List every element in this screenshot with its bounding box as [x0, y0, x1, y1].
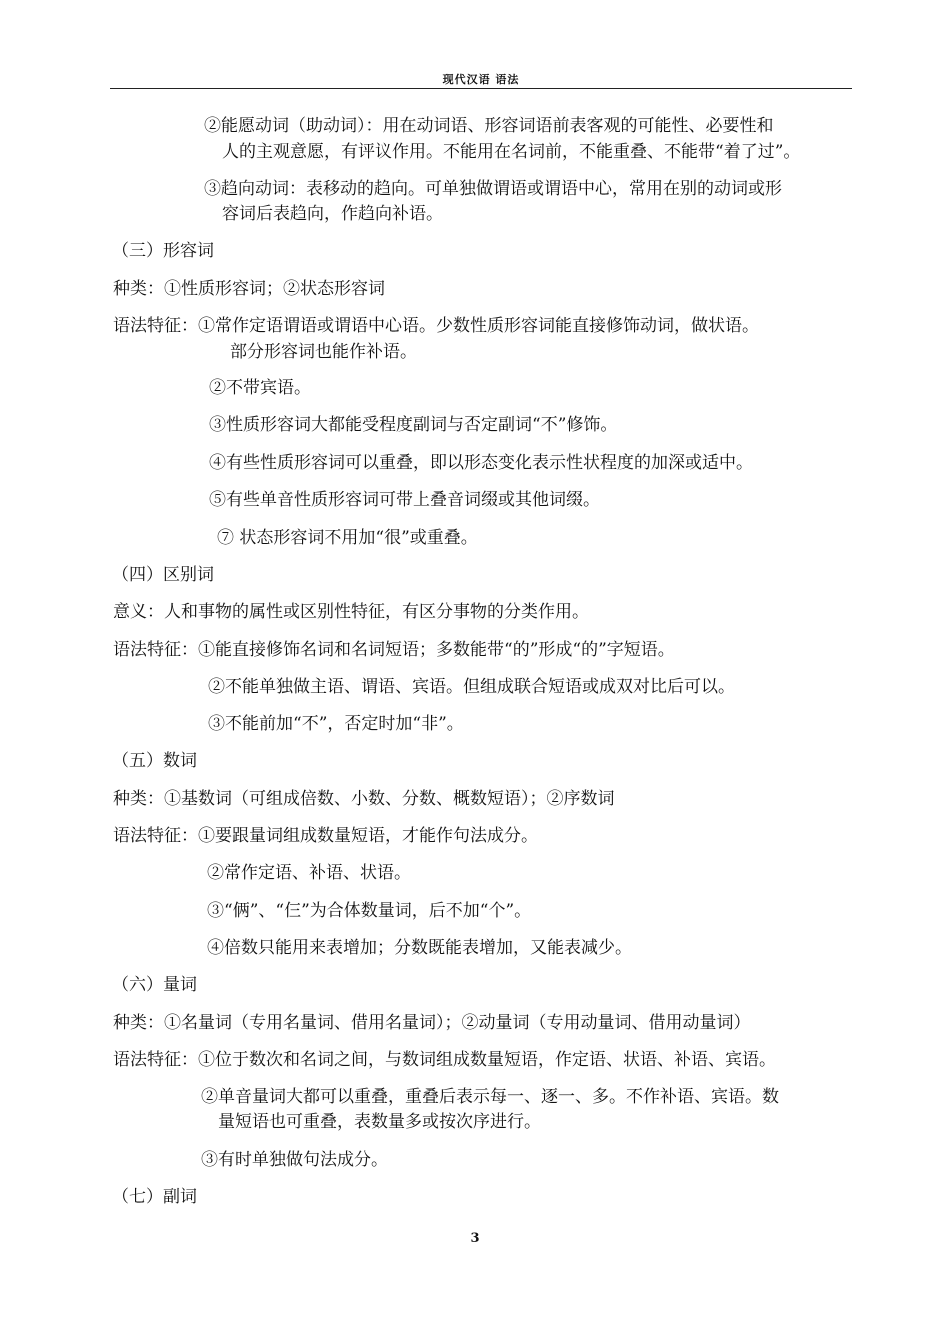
text-line: 量短语也可重叠，表数量多或按次序进行。	[218, 1112, 541, 1132]
text-line: ⑦ 状态形容词不用加“很”或重叠。	[217, 528, 478, 548]
text-line: ③“俩”、“仨”为合体数量词，后不加“个”。	[207, 901, 532, 921]
text-line: 语法特征：①位于数次和名词之间，与数词组成数量短语，作定语、状语、补语、宾语。	[113, 1050, 776, 1070]
text-line: 容词后表趋向，作趋向补语。	[222, 204, 443, 224]
text-line: 人的主观意愿，有评议作用。不能用在名词前，不能重叠、不能带“着了过”。	[222, 142, 801, 162]
text-line: ②不能单独做主语、谓语、宾语。但组成联合短语或成双对比后可以。	[208, 677, 735, 697]
text-line: ③有时单独做句法成分。	[201, 1150, 388, 1170]
text-line: 意义：人和事物的属性或区别性特征，有区分事物的分类作用。	[113, 602, 589, 622]
running-header: 现代汉语 语法	[110, 74, 852, 89]
page-number: 3	[470, 1231, 480, 1246]
text-line: 种类：①基数词（可组成倍数、小数、分数、概数短语）；②序数词	[113, 789, 615, 809]
section-heading: （五）数词	[112, 751, 197, 771]
text-line: ②单音量词大都可以重叠，重叠后表示每一、逐一、多。不作补语、宾语。数	[201, 1087, 779, 1107]
text-line: ④倍数只能用来表增加；分数既能表增加，又能表减少。	[207, 938, 632, 958]
section-heading: （七）副词	[112, 1187, 197, 1207]
text-line: ③趋向动词：表移动的趋向。可单独做谓语或谓语中心，常用在别的动词或形	[204, 179, 782, 199]
text-line: ③性质形容词大都能受程度副词与否定副词“不”修饰。	[209, 415, 618, 435]
text-line: 种类：①名量词（专用名量词、借用名量词）；②动量词（专用动量词、借用动量词）	[113, 1013, 751, 1033]
text-line: 语法特征：①能直接修饰名词和名词短语；多数能带“的”形成“的”字短语。	[113, 640, 675, 660]
section-heading: （三）形容词	[112, 241, 214, 261]
text-line: ②能愿动词（助动词）：用在动词语、形容词语前表客观的可能性、必要性和	[204, 116, 774, 136]
text-line: ③不能前加“不”，否定时加“非”。	[208, 714, 464, 734]
text-line: 语法特征：①常作定语谓语或谓语中心语。少数性质形容词能直接修饰动词，做状语。	[113, 316, 759, 336]
text-line: 种类：①性质形容词；②状态形容词	[113, 279, 385, 299]
text-line: ②不带宾语。	[209, 378, 311, 398]
text-line: ④有些性质形容词可以重叠，即以形态变化表示性状程度的加深或适中。	[209, 453, 753, 473]
section-heading: （四）区别词	[112, 565, 214, 585]
text-line: 部分形容词也能作补语。	[230, 342, 417, 362]
section-heading: （六）量词	[112, 975, 197, 995]
text-line: 语法特征：①要跟量词组成数量短语，才能作句法成分。	[113, 826, 538, 846]
text-line: ②常作定语、补语、状语。	[207, 863, 411, 883]
text-line: ⑤有些单音性质形容词可带上叠音词缀或其他词缀。	[209, 490, 600, 510]
